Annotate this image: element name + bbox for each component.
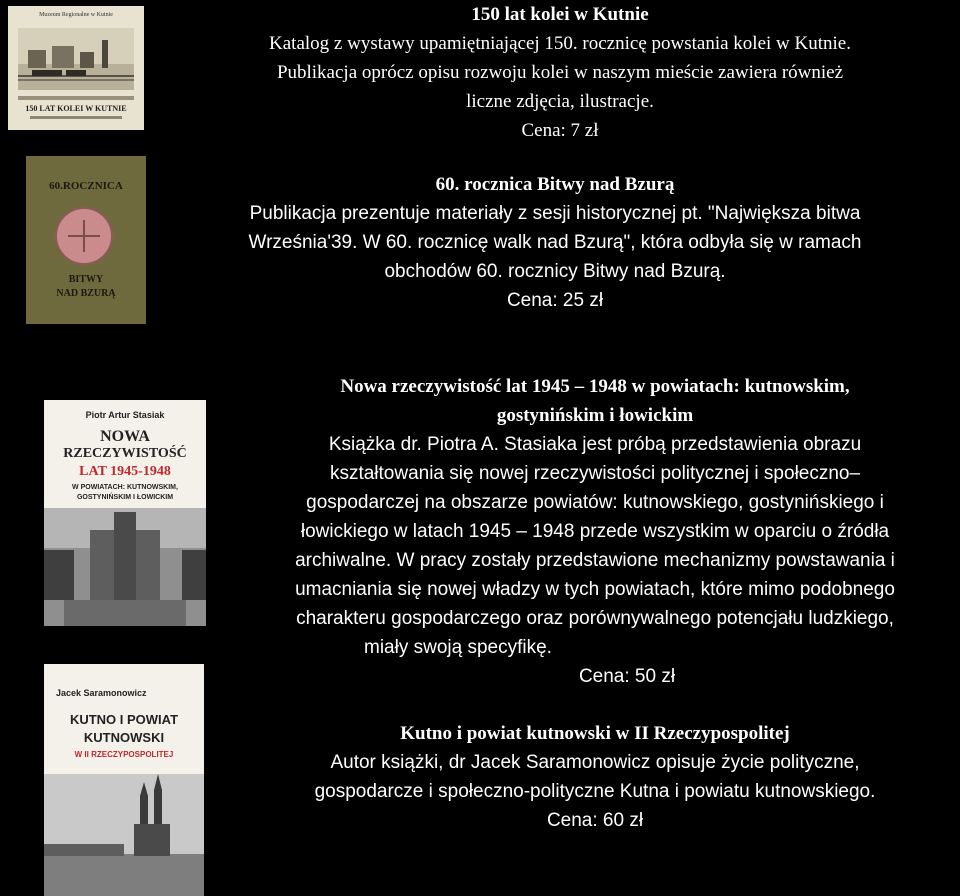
book-description-line: Autor książki, dr Jacek Saramonowicz opisuje życie polityczne, <box>330 752 860 773</box>
cover-bottom-text-2: NAD BZURĄ <box>56 288 116 299</box>
cover-author: Jacek Saramonowicz <box>56 688 147 698</box>
book-description-line: umacniania się nowej władzy w tych powiatach, które mimo podobnego <box>295 579 895 600</box>
book-cover-nowa-rzeczywistosc <box>44 400 206 626</box>
book-title-line: gostynińskim i łowickim <box>496 405 694 426</box>
cover-years: LAT 1945-1948 <box>79 464 171 479</box>
cover-subtitle-2: GOSTYNIŃSKIM I ŁOWICKIM <box>76 494 174 501</box>
cover-bottom-text-1: BITWY <box>68 274 104 285</box>
cover-title-b: RZECZYWISTOŚĆ <box>63 446 187 461</box>
book-description-line: gospodarcze i społeczno-polityczne Kutna i powiatu kutnowskiego. <box>314 781 876 802</box>
book-description-line: charakteru gospodarczego oraz porównywalnego potencjału ludzkiego, <box>296 608 894 629</box>
book-description-line: Książka dr. Piotra A. Stasiaka jest próbą przedstawienia obrazu <box>328 434 862 455</box>
cover-title: 150 LAT KOLEI W KUTNIE <box>25 104 127 113</box>
book-entry-60-rocznica <box>150 170 960 315</box>
book-description-line: Katalog z wystawy upamiętniającej 150. rocznicę powstania kolei w Kutnie. <box>269 33 851 54</box>
cover-author: Piotr Artur Stasiak <box>85 410 165 420</box>
monument-photo-illustration <box>44 400 206 626</box>
book-description-line: obchodów 60. rocznicy Bitwy nad Bzurą. <box>384 261 726 282</box>
book-description-line: Publikacja prezentuje materiały z sesji historycznej pt. "Największa bitwa <box>249 203 861 224</box>
church-photo-illustration <box>44 664 204 896</box>
book-title: 60. rocznica Bitwy nad Bzurą <box>435 174 675 195</box>
cover-title-a: NOWA <box>100 428 150 445</box>
book-price: Cena: 50 zł <box>578 666 676 687</box>
book-description-line: liczne zdjęcia, ilustracje. <box>466 91 654 112</box>
book-description-line: łowickiego w latach 1945 – 1948 przede wszystkim w oparciu o źródła <box>300 521 890 542</box>
cover-subtitle-1: W POWIATACH: KUTNOWSKIM, <box>72 484 178 491</box>
book-price: Cena: 25 zł <box>506 290 604 311</box>
cover-title-a: KUTNO I POWIAT <box>69 712 179 727</box>
cover-subtitle: W II RZECZYPOSPOLITEJ <box>74 750 174 759</box>
book-description-line: archiwalne. W pracy zostały przedstawione mechanizmy powstawania i <box>295 550 895 571</box>
cover-title-b: KUTNOWSKI <box>83 730 165 745</box>
book-title: Kutno i powiat kutnowski w II Rzeczypospolitej <box>400 723 790 744</box>
book-entry-nowa-rzeczywistosc <box>230 372 960 691</box>
book-cover-60-rocznica <box>26 156 146 324</box>
book-entry-150-lat-kolei <box>160 0 960 145</box>
book-description-line: Publikacja oprócz opisu rozwoju kolei w naszym mieście zawiera również <box>276 62 844 83</box>
book-description-line: kształtowania się nowej rzeczywistości politycznej i społeczno– <box>329 463 861 484</box>
book-description-line: Września'39. W 60. rocznicę walk nad Bzurą", która odbyła się w ramach <box>248 232 862 253</box>
book-description-line: gospodarczej na obszarze powiatów: kutnowskiego, gostynińskiego i <box>306 492 884 513</box>
book-price: Cena: 60 zł <box>546 810 644 831</box>
book-price: Cena: 7 zł <box>521 120 599 141</box>
book-entry-kutno-i-powiat <box>200 719 960 835</box>
book-title: 150 lat kolei w Kutnie <box>471 4 649 25</box>
book-cover-150-lat-kolei <box>8 6 144 130</box>
cover-top-text: 60.ROCZNICA <box>49 180 123 192</box>
cover-publisher: Muzeum Regionalne w Kutnie <box>39 12 113 18</box>
book-title-line: Nowa rzeczywistość lat 1945 – 1948 w powiatach: kutnowskim, <box>340 376 850 397</box>
book-cover-kutno-i-powiat <box>44 664 204 896</box>
book-description-line: miały swoją specyfikę. <box>364 637 552 658</box>
cover-caption-lines <box>30 116 122 119</box>
